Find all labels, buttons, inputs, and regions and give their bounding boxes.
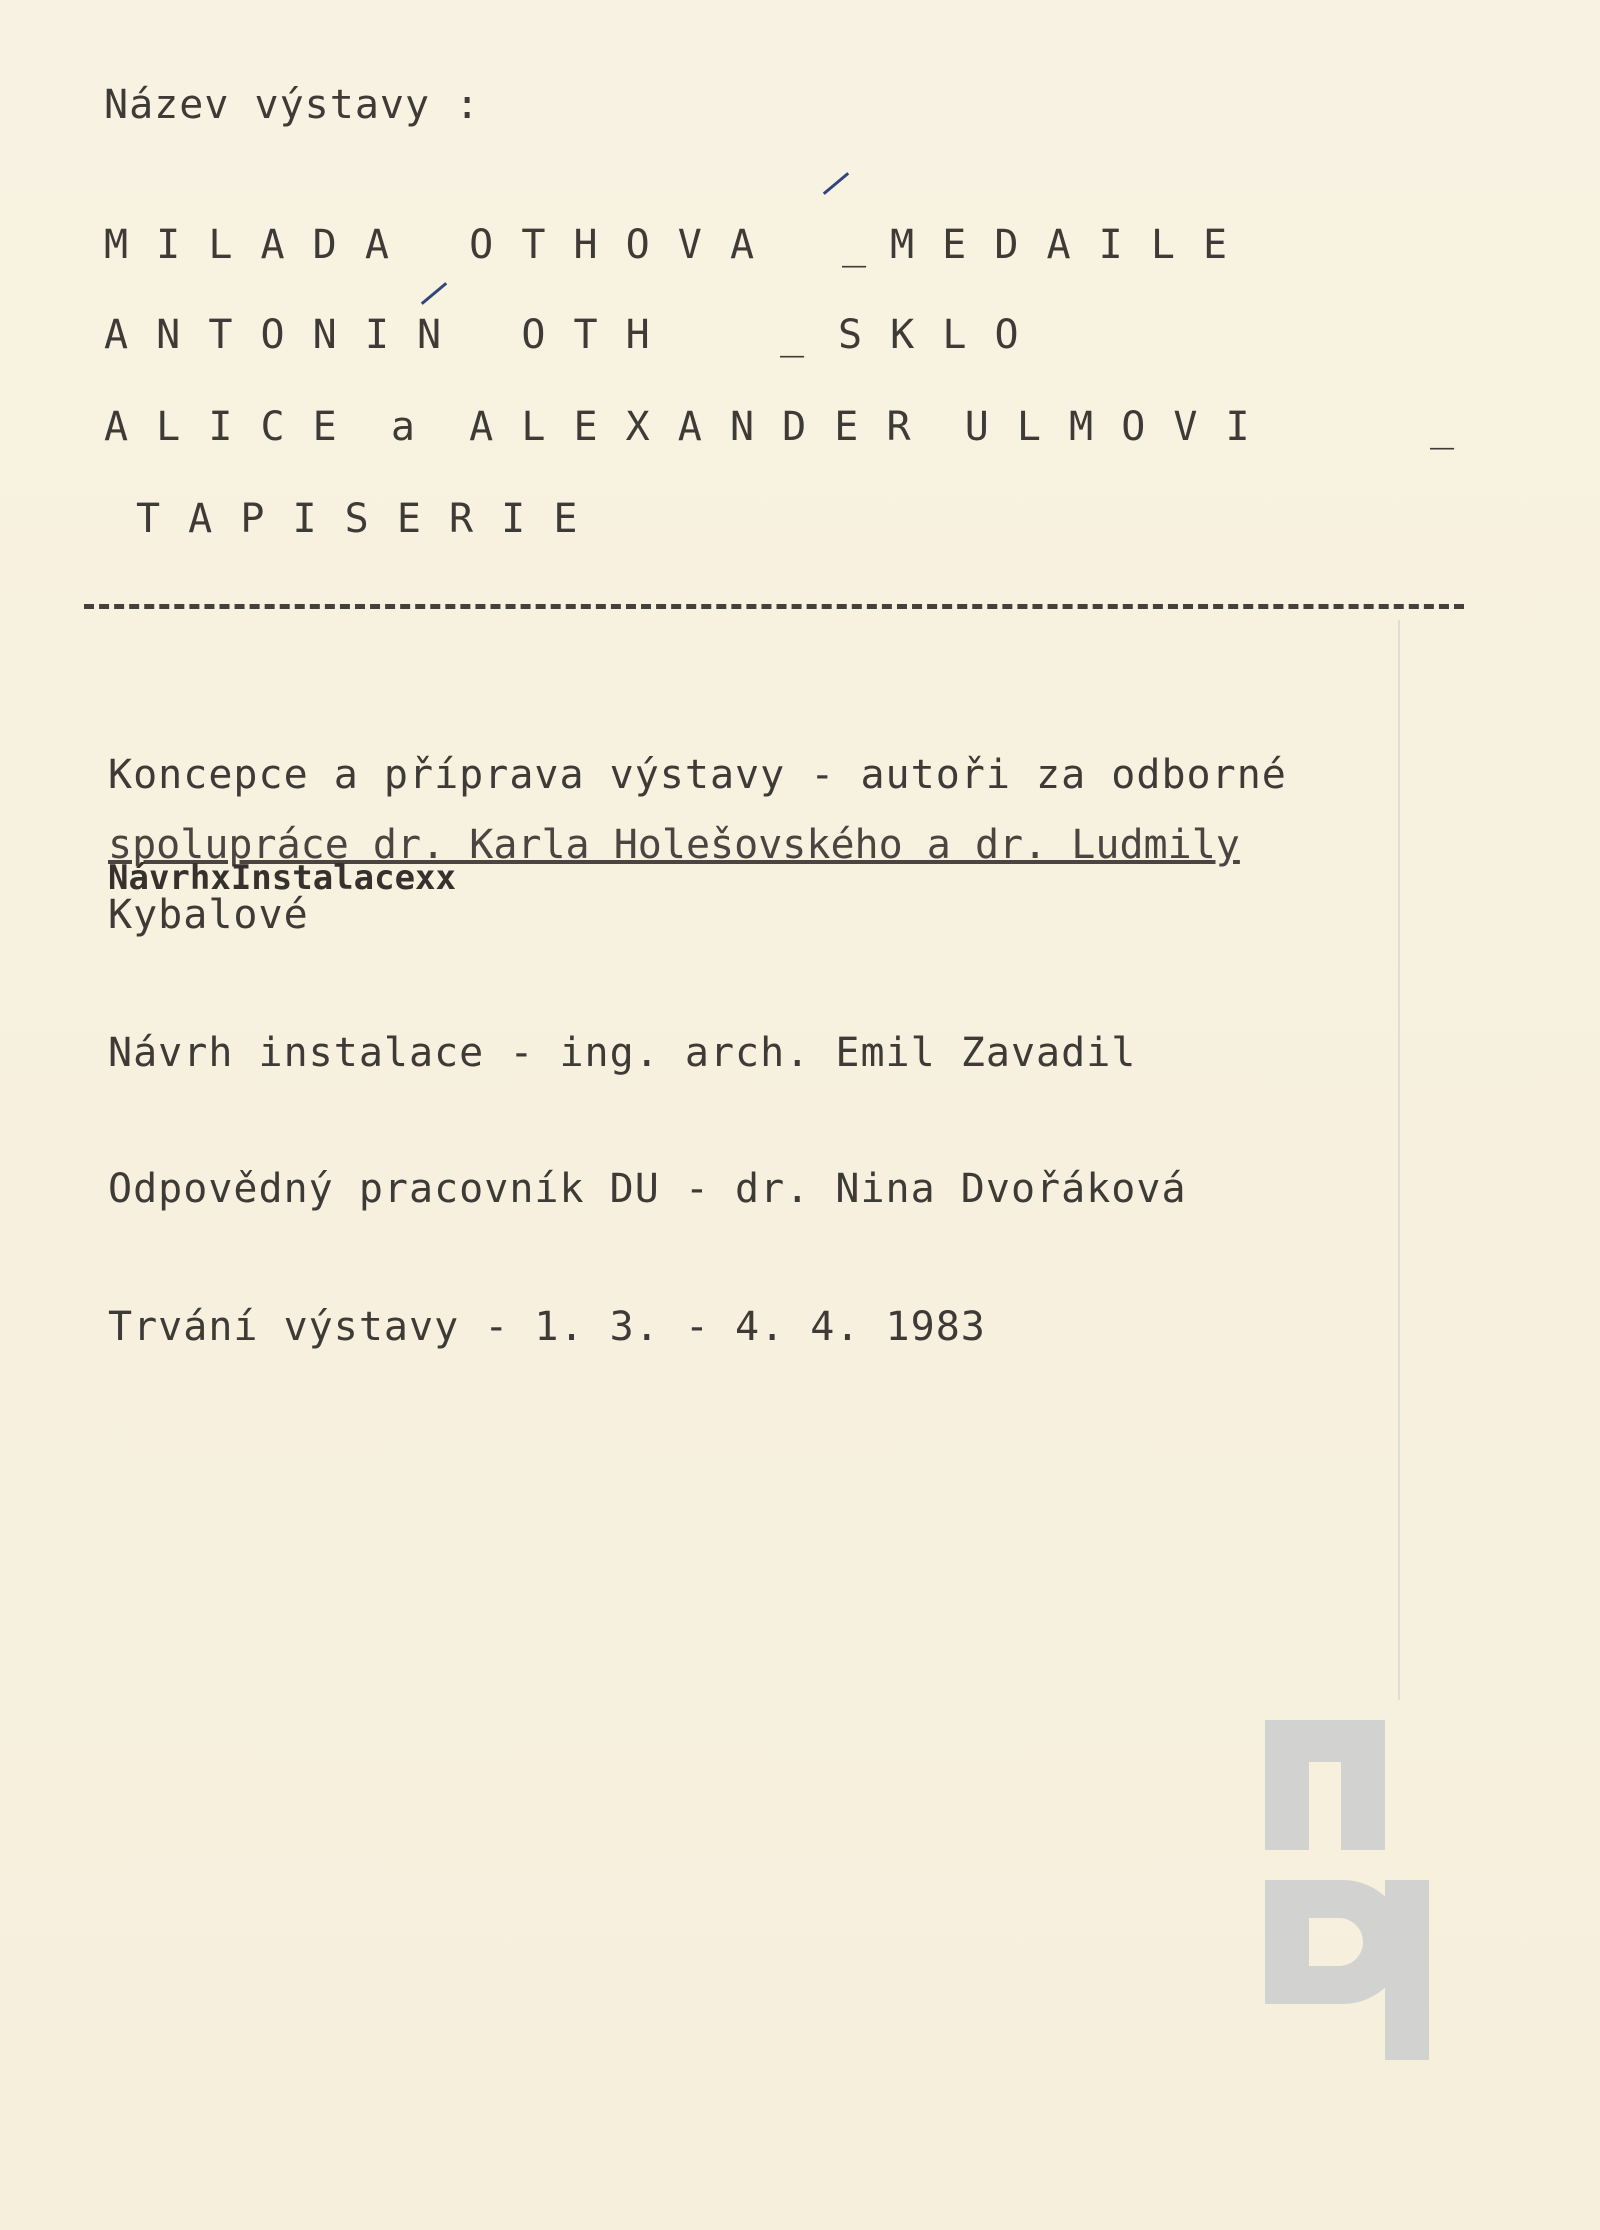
concept-line-2: spolupráce dr. Karla Holešovského a dr. Ludmily [108, 822, 1240, 868]
concept-line-1: Koncepce a příprava výstavy - autoři za odborné [108, 752, 1287, 798]
bleed-through-line [1398, 620, 1400, 1700]
installation-line: Návrh instalace - ing. arch. Emil Zavadil [108, 1030, 1137, 1076]
title-line-3-sep: _ [1430, 404, 1457, 450]
title-line-2-name: A N T O N I N O T H [104, 312, 652, 358]
title-line-1-work: M E D A I L E [890, 222, 1230, 268]
du-logo-icon [1245, 1720, 1485, 2060]
header-label: Název výstavy : [104, 82, 481, 128]
pen-accent-mark [421, 282, 447, 305]
title-line-2-work: S K L O [838, 312, 1021, 358]
responsible-line: Odpovědný pracovník DU - dr. Nina Dvořáková [108, 1166, 1187, 1212]
duration-line: Trvání výstavy - 1. 3. - 4. 4. 1983 [108, 1304, 986, 1350]
title-line-3-name: A L I C E a A L E X A N D E R U L M O V I [104, 404, 1252, 450]
pen-accent-mark [823, 172, 849, 195]
title-line-1-sep: _ [842, 222, 869, 268]
title-line-1-name: M I L A D A O T H O V A [104, 222, 757, 268]
title-line-4-work: T A P I S E R I E [136, 496, 580, 542]
title-line-2-sep: _ [780, 312, 807, 358]
dashed-separator [84, 604, 1464, 609]
concept-line-3: Kybalové [108, 892, 309, 938]
struck-typing: NávrhxInstalacexx [108, 858, 456, 898]
